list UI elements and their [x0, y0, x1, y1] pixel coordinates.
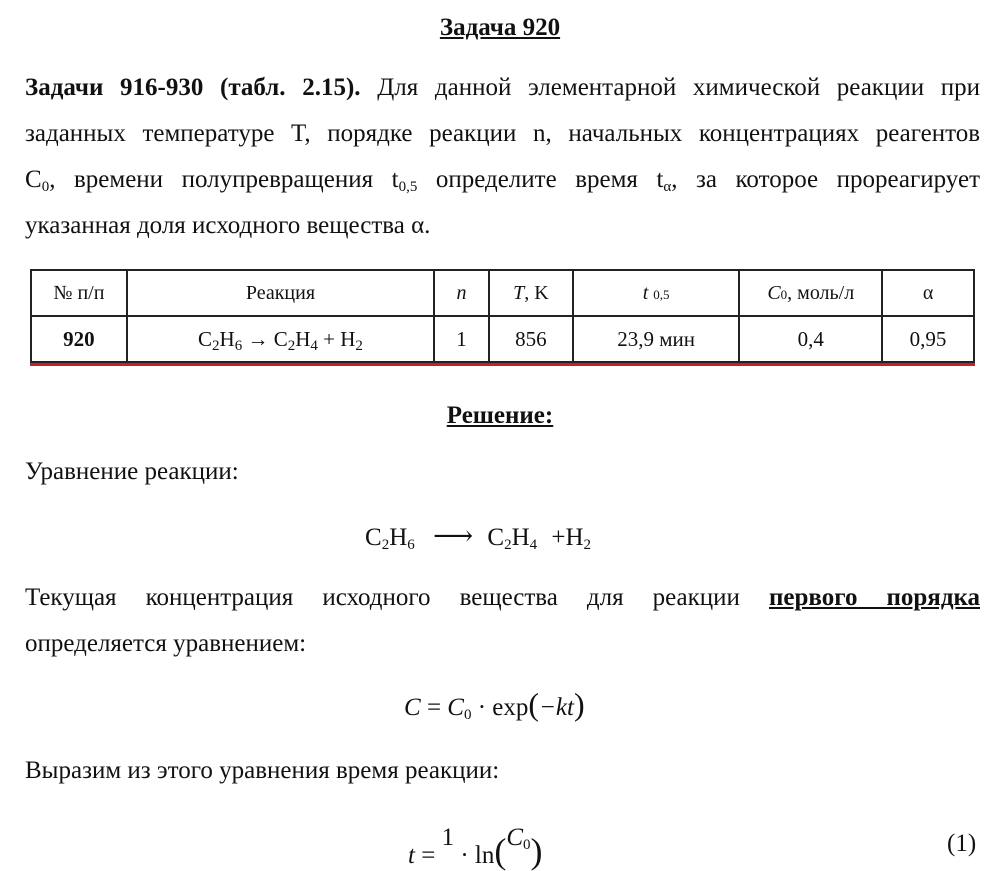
- task-line-3-text-b: , времени полупревращения t: [49, 166, 399, 193]
- cell-reaction: $C_2H_6 \to C_2H_4 + H_2$: [127, 316, 434, 362]
- fraction-1-over-k: 1: [441, 824, 455, 851]
- table-red-underline: [30, 363, 975, 366]
- header-C-sub: 0: [780, 286, 788, 302]
- header-C-unit: , моль/л: [787, 281, 855, 304]
- header-t-symbol: t: [642, 281, 649, 304]
- header-t: [573, 270, 740, 316]
- task-statement: [25, 65, 980, 249]
- equation-number: (1): [947, 830, 977, 857]
- c-symbol: C: [25, 166, 42, 193]
- data-table: [30, 269, 975, 363]
- header-C0: [739, 270, 882, 316]
- t-sub: 0,5: [398, 179, 418, 195]
- table-header-row: [31, 270, 974, 316]
- table-row: [31, 316, 974, 362]
- header-t-sub: 0,5: [653, 286, 670, 302]
- cell-t: 23,9 мин: [573, 316, 740, 362]
- reaction-equation: $C_2H_6$ ⟶ $C_2H_4 +H_2$: [365, 521, 592, 553]
- first-order-emphasis: первого порядка: [768, 584, 980, 611]
- header-T: [489, 270, 573, 316]
- header-reaction: Реакция: [127, 270, 434, 316]
- header-num: № п/п: [31, 270, 127, 316]
- task-line-4: указанная доля исходного вещества α.: [25, 212, 431, 239]
- cell-T: 856: [489, 316, 573, 362]
- header-T-unit: , K: [524, 281, 549, 304]
- task-line-1-text: Для данной элементарной химической реакции при: [377, 74, 980, 101]
- cell-n: 1: [434, 316, 489, 362]
- header-T-symbol: T: [513, 281, 525, 304]
- formula-time: $t = 1 \cdot \ln(C_0)$: [408, 824, 543, 871]
- task-line-3: [25, 157, 980, 203]
- talpha-sub: α: [663, 179, 672, 195]
- task-line-1: [25, 65, 980, 111]
- cell-C0: 0,4: [739, 316, 882, 362]
- header-n: n: [434, 270, 489, 316]
- arrow-icon: ⟶: [433, 521, 474, 552]
- task-line-3-text-d: , за которое прореагирует: [671, 166, 980, 193]
- formula-concentration: $C = C_0 \cdot \exp(-kt)$: [404, 686, 585, 723]
- first-order-text: Текущая концентрация исходного вещества для реакции: [25, 584, 740, 611]
- text-first-order: [25, 575, 980, 667]
- equation-label: Уравнение реакции:: [25, 458, 239, 485]
- header-C-symbol: C: [767, 281, 781, 304]
- solution-heading: Решение:: [446, 402, 554, 429]
- header-alpha: α: [882, 270, 974, 316]
- cell-alpha: 0,95: [882, 316, 974, 362]
- text-first-order-line-1: [25, 575, 980, 621]
- task-line-2: заданных температуре T, порядке реакции n, начальных концентрациях реагентов: [25, 120, 980, 147]
- c-sub: 0: [41, 179, 50, 195]
- task-title: Задача 920: [439, 14, 561, 41]
- task-bold-prefix: Задачи 916-930 (табл. 2.15).: [25, 74, 361, 101]
- text-first-order-line-2: определяется уравнением:: [25, 630, 307, 657]
- task-line-3-text-c: определите время t: [417, 166, 664, 193]
- cell-num: 920: [31, 316, 127, 362]
- express-time-text: Выразим из этого уравнения время реакции:: [25, 757, 500, 784]
